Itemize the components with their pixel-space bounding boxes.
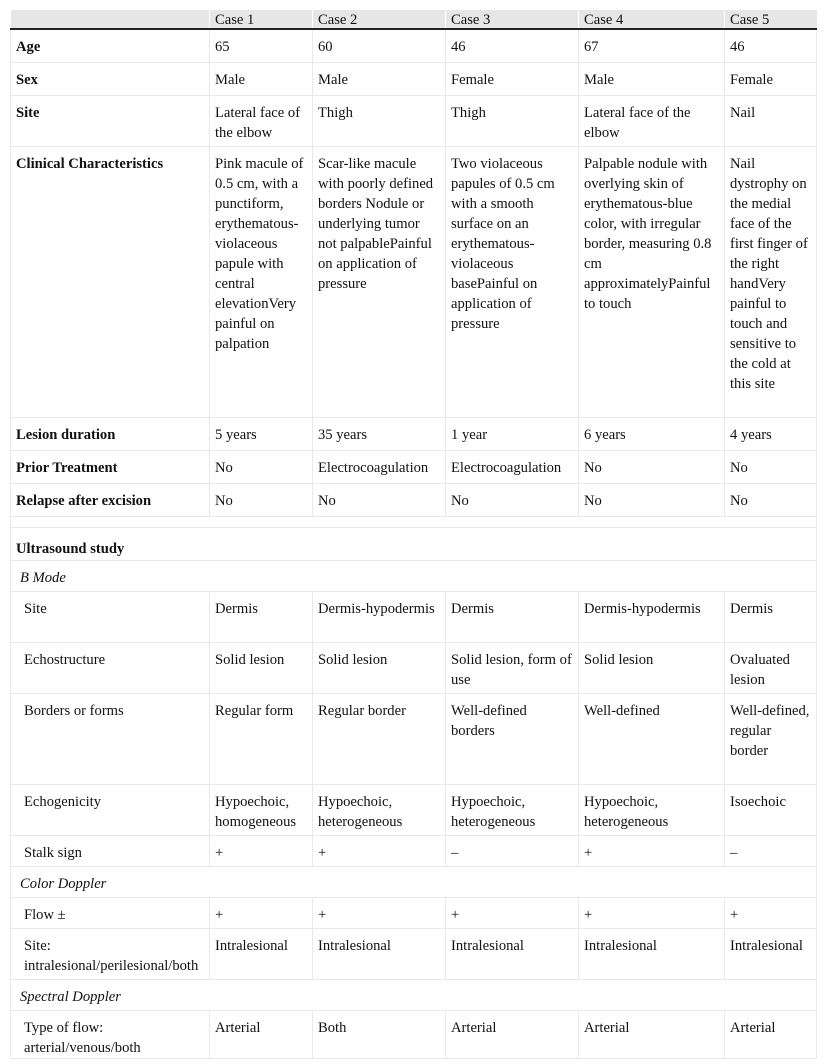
table-cell: Regular border	[313, 693, 446, 784]
table-cell: Two violaceous papules of 0.5 cm with a smooth surface on an erythematous-violaceous basePainful on application of pressure	[446, 146, 579, 417]
table-cell: Hypoechoic, heterogeneous	[313, 784, 446, 835]
table-cell: 6 years	[579, 417, 725, 450]
table-row-site	[11, 95, 817, 146]
group-title: B Mode	[11, 560, 817, 591]
table-cell: Regular form	[210, 693, 313, 784]
table-cell: +	[210, 897, 313, 928]
table-row-prior-treatment	[11, 450, 817, 483]
table-cell: No	[579, 483, 725, 516]
table-cell: Arterial	[446, 1010, 579, 1058]
group-title: Color Doppler	[11, 866, 817, 897]
group-row-b-mode	[11, 560, 817, 591]
table-cell: Solid lesion	[579, 642, 725, 693]
table-cell: 46	[725, 29, 817, 62]
table-cell: +	[210, 835, 313, 866]
table-cell: Arterial	[725, 1010, 817, 1058]
table-cell: +	[579, 835, 725, 866]
section-title: Ultrasound study	[11, 527, 817, 560]
table-cell: 5 years	[210, 417, 313, 450]
table-cell: Intralesional	[446, 928, 579, 979]
table-cell: Arterial	[210, 1010, 313, 1058]
table-row-borders	[11, 693, 817, 784]
table-cell: No	[579, 450, 725, 483]
table-cell: –	[725, 835, 817, 866]
table-cell: Scar-like macule with poorly defined borders Nodule or underlying tumor not palpablePainful on application of pressure	[313, 146, 446, 417]
table-cell: Well-defined	[579, 693, 725, 784]
table-cell: 4 years	[725, 417, 817, 450]
table-cell: +	[313, 835, 446, 866]
table-cell: Electrocoagulation	[313, 450, 446, 483]
table-cell: 46	[446, 29, 579, 62]
row-label: Site: intralesional/perilesional/both	[11, 928, 210, 979]
table-cell: Ovaluated lesion	[725, 642, 817, 693]
spacer-cell	[11, 516, 817, 527]
header-case-2: Case 2	[313, 10, 446, 29]
row-label: Echogenicity	[11, 784, 210, 835]
header-case-1: Case 1	[210, 10, 313, 29]
row-label: Age	[11, 29, 210, 62]
table-cell: Thigh	[446, 95, 579, 146]
table-cell: Hypoechoic, homogeneous	[210, 784, 313, 835]
table-cell: Arterial	[579, 1010, 725, 1058]
table-row-lesion-duration	[11, 417, 817, 450]
header-row	[11, 10, 817, 29]
row-label: Site	[11, 591, 210, 642]
header-case-3: Case 3	[446, 10, 579, 29]
table-row-stalk-sign	[11, 835, 817, 866]
table-cell: 60	[313, 29, 446, 62]
cases-table	[10, 10, 817, 1059]
table-cell: Solid lesion	[210, 642, 313, 693]
table-cell: Intralesional	[579, 928, 725, 979]
row-label: Lesion duration	[11, 417, 210, 450]
table-cell: Pink macule of 0.5 cm, with a punctiform, erythematous-violaceous papule with central elevationVery painful on palpation	[210, 146, 313, 417]
table-cell: No	[313, 483, 446, 516]
table-row-age	[11, 29, 817, 62]
table-cell: Female	[446, 62, 579, 95]
table-row-flow-type	[11, 1010, 817, 1058]
table-cell: 65	[210, 29, 313, 62]
table-row-clinical-characteristics	[11, 146, 817, 417]
table-cell: Isoechoic	[725, 784, 817, 835]
group-title: Spectral Doppler	[11, 979, 817, 1010]
table-cell: Hypoechoic, heterogeneous	[579, 784, 725, 835]
table-cell: Lateral face of the elbow	[579, 95, 725, 146]
table-cell: +	[579, 897, 725, 928]
group-row-spectral-doppler	[11, 979, 817, 1010]
header-case-4: Case 4	[579, 10, 725, 29]
table-cell: +	[313, 897, 446, 928]
row-label: Flow ±	[11, 897, 210, 928]
table-row-sex	[11, 62, 817, 95]
table-cell: Dermis-hypodermis	[313, 591, 446, 642]
spacer-row	[11, 516, 817, 527]
table-cell: No	[210, 483, 313, 516]
table-cell: Solid lesion, form of use	[446, 642, 579, 693]
table-cell: Hypoechoic, heterogeneous	[446, 784, 579, 835]
row-label: Borders or forms	[11, 693, 210, 784]
row-label: Site	[11, 95, 210, 146]
row-label: Clinical Characteristics	[11, 146, 210, 417]
table-cell: Male	[210, 62, 313, 95]
row-label: Type of flow: arterial/venous/both	[11, 1010, 210, 1058]
table-cell: No	[446, 483, 579, 516]
table-cell: 1 year	[446, 417, 579, 450]
table-cell: +	[446, 897, 579, 928]
section-row-ultrasound	[11, 527, 817, 560]
table-cell: Intralesional	[725, 928, 817, 979]
table-cell: Solid lesion	[313, 642, 446, 693]
table-row-echogenicity	[11, 784, 817, 835]
row-label: Sex	[11, 62, 210, 95]
table-cell: Lateral face of the elbow	[210, 95, 313, 146]
table-row-us-site	[11, 591, 817, 642]
table-cell: Palpable nodule with overlying skin of erythematous-blue color, with irregular border, measuring 0.8 cm approximatelyPainful to touch	[579, 146, 725, 417]
table-cell: Male	[313, 62, 446, 95]
table-cell: Female	[725, 62, 817, 95]
table-cell: –	[446, 835, 579, 866]
row-label: Prior Treatment	[11, 450, 210, 483]
row-label: Relapse after excision	[11, 483, 210, 516]
table-cell: Dermis	[725, 591, 817, 642]
table-row-echostructure	[11, 642, 817, 693]
table-cell: Thigh	[313, 95, 446, 146]
table-cell: Well-defined borders	[446, 693, 579, 784]
table-cell: No	[725, 483, 817, 516]
header-case-5: Case 5	[725, 10, 817, 29]
table-cell: +	[725, 897, 817, 928]
table-row-flow	[11, 897, 817, 928]
table-cell: No	[725, 450, 817, 483]
table-cell: Dermis-hypodermis	[579, 591, 725, 642]
table-row-relapse	[11, 483, 817, 516]
header-cell-blank	[11, 10, 210, 29]
table-cell: Nail	[725, 95, 817, 146]
row-label: Stalk sign	[11, 835, 210, 866]
table-cell: Nail dystrophy on the medial face of the first finger of the right handVery painful to touch and sensitive to the cold at this site	[725, 146, 817, 417]
table-cell: Male	[579, 62, 725, 95]
row-label: Echostructure	[11, 642, 210, 693]
group-row-color-doppler	[11, 866, 817, 897]
table-cell: 35 years	[313, 417, 446, 450]
table-cell: 67	[579, 29, 725, 62]
table-row-doppler-site	[11, 928, 817, 979]
table-cell: Dermis	[210, 591, 313, 642]
table-cell: No	[210, 450, 313, 483]
table-cell: Well-defined, regular border	[725, 693, 817, 784]
table-cell: Both	[313, 1010, 446, 1058]
table-cell: Electrocoagulation	[446, 450, 579, 483]
table-cell: Intralesional	[210, 928, 313, 979]
table-cell: Dermis	[446, 591, 579, 642]
table-cell: Intralesional	[313, 928, 446, 979]
